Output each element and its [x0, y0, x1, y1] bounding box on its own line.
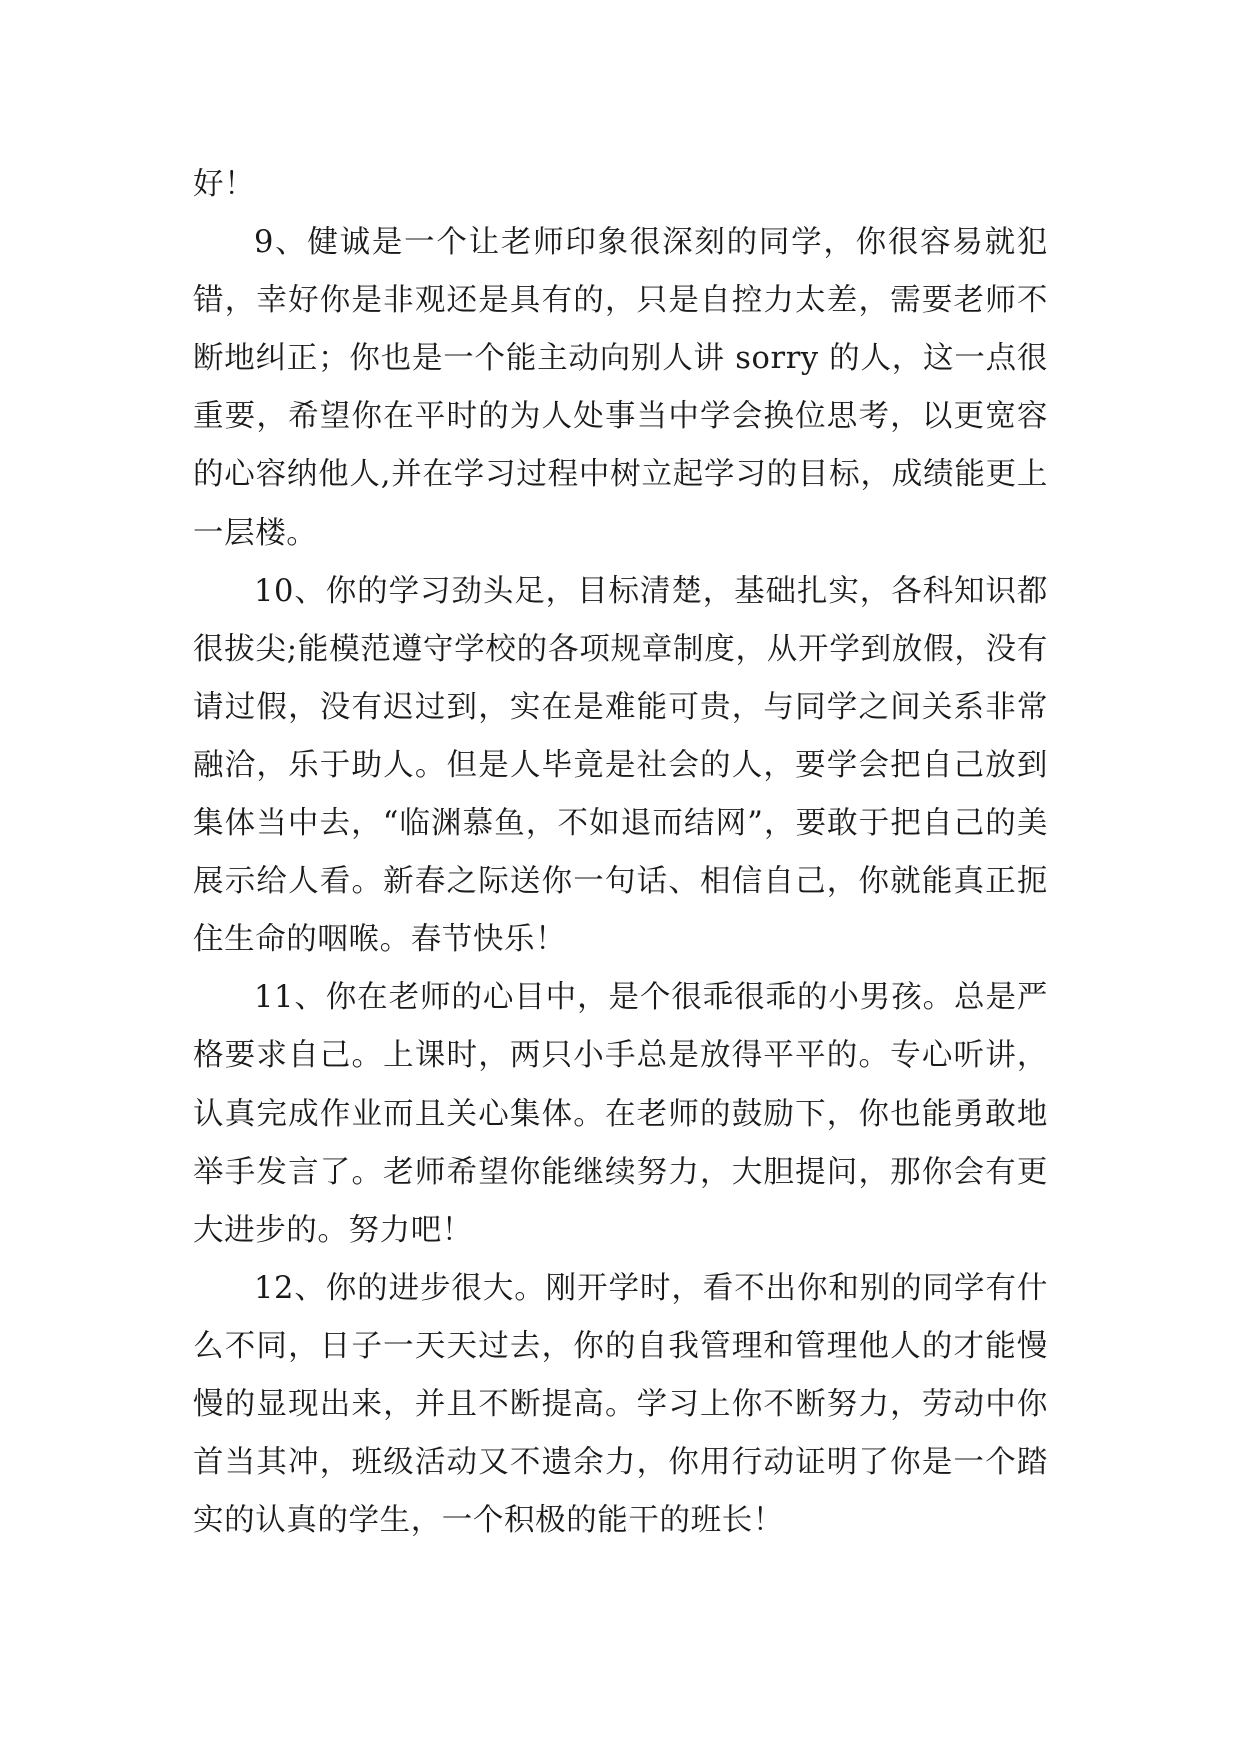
paragraph-comment-10: 10、你的学习劲头足，目标清楚，基础扎实，各科知识都很拔尖;能模范遵守学校的各项规章制度，从开学到放假，没有请过假，没有迟过到，实在是难能可贵，与同学之间关系非常融洽，乐于助人。但是人毕竟是社会的人，要学会把自己放到集体当中去，“临渊慕鱼，不如退而结网”，要敢于把自己的美展示给人看。新春之际送你一句话、相信自己，你就能真正扼住生命的咽喉。春节快乐！: [193, 573, 1048, 958]
paragraph-comment-12: 12、你的进步很大。刚开学时，看不出你和别的同学有什么不同，日子一天天过去，你的自我管理和管理他人的才能慢慢的显现出来，并且不断提高。学习上你不断努力，劳动中你首当其冲，班级活动又不遗余力，你用行动证明了你是一个踏实的认真的学生，一个积极的能干的班长！: [193, 1270, 1048, 1539]
paragraph-continuation: 好！: [193, 167, 256, 202]
paragraph-comment-11: 11、你在老师的心目中，是个很乖很乖的小男孩。总是严格要求自己。上课时，两只小手总是放得平平的。专心听讲，认真完成作业而且关心集体。在老师的鼓励下，你也能勇敢地举手发言了。老师希望你能继续努力，大胆提问，那你会有更大进步的。努力吧！: [193, 980, 1048, 1248]
paragraph-comment-9: 9、健诚是一个让老师印象很深刻的同学，你很容易就犯错，幸好你是非观还是具有的，只是自控力太差，需要老师不断地纠正；你也是一个能主动向别人讲 sorry 的人，这一点很重要，希望你在平时的为人处事当中学会换位思考，以更宽容的心容纳他人,并在学习过程中树立起学习的目标，成绩能更上一层楼。: [193, 225, 1048, 551]
document-body: [193, 156, 1048, 1550]
